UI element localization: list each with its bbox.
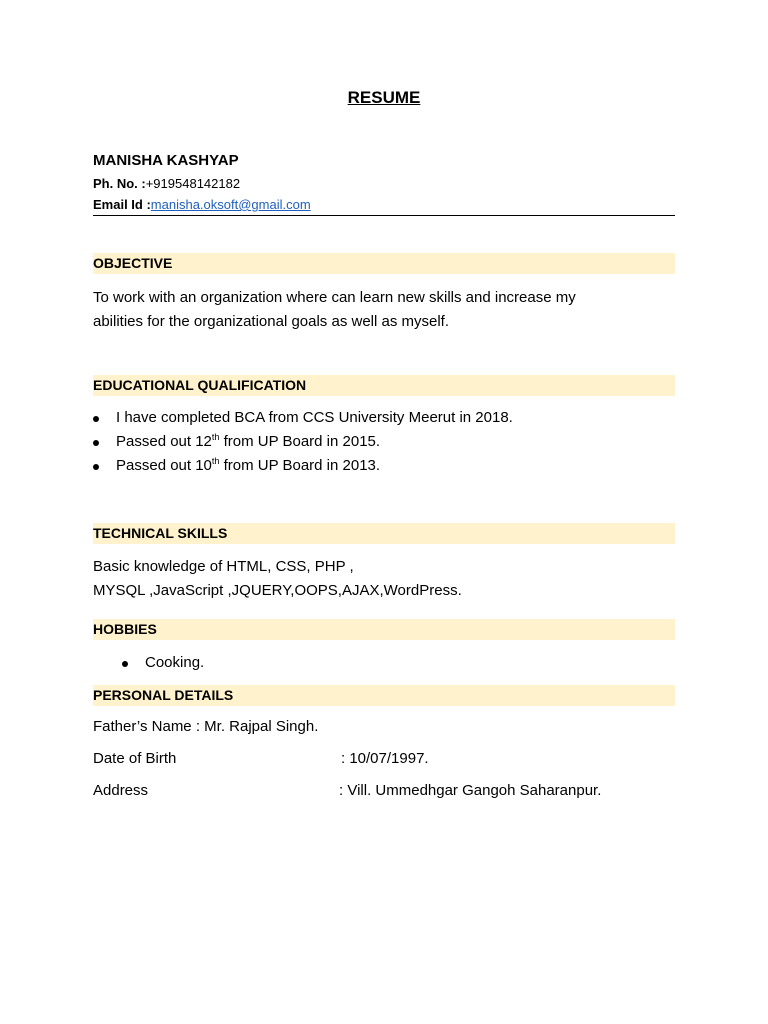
- dob-label: Date of Birth: [93, 750, 177, 767]
- education-item-3-text: Passed out 10: [116, 457, 212, 474]
- skills-line-1: Basic knowledge of HTML, CSS, PHP ,: [93, 558, 354, 575]
- dob-value: : 10/07/1997.: [341, 750, 429, 767]
- list-item: [93, 406, 513, 430]
- resume-title: RESUME: [347, 88, 421, 107]
- hobbies-heading: HOBBIES: [93, 619, 675, 640]
- skills-heading: TECHNICAL SKILLS: [93, 523, 675, 544]
- objective-text: [93, 286, 576, 334]
- education-item-2-rest: from UP Board in 2015.: [219, 433, 381, 450]
- objective-line-1: To work with an organization where can learn new skills and increase my: [93, 289, 576, 306]
- hobbies-list: [122, 651, 204, 675]
- address-label: Address: [93, 782, 149, 799]
- hobby-item-1: Cooking.: [145, 654, 205, 671]
- education-item-3-rest: from UP Board in 2013.: [219, 457, 381, 474]
- list-item: [93, 430, 513, 454]
- skills-line-2: MYSQL ,JavaScript ,JQUERY,OOPS,AJAX,WordPress.: [93, 582, 462, 599]
- education-heading: EDUCATIONAL QUALIFICATION: [93, 375, 675, 396]
- ordinal-suffix: th: [211, 432, 220, 442]
- education-item-2-text: Passed out 12: [116, 433, 212, 450]
- email-link[interactable]: manisha.oksoft@gmail.com: [150, 197, 311, 212]
- ordinal-suffix: th: [211, 456, 220, 466]
- phone-label: Ph. No. :: [93, 176, 146, 191]
- list-item: [93, 454, 513, 478]
- header-divider: [93, 215, 675, 216]
- education-item-1: I have completed BCA from CCS University Meerut in 2018.: [116, 409, 513, 426]
- candidate-name: MANISHA KASHYAP: [93, 152, 239, 169]
- email-line: [93, 197, 311, 212]
- dob-row: [93, 750, 675, 767]
- address-value: : Vill. Ummedhgar Gangoh Saharanpur.: [339, 782, 602, 799]
- phone-number: +919548142182: [145, 176, 241, 191]
- education-list: [93, 406, 513, 478]
- phone-line: [93, 176, 240, 191]
- personal-heading: PERSONAL DETAILS: [93, 685, 675, 706]
- father-name-value: : Mr. Rajpal Singh.: [191, 718, 319, 735]
- objective-line-2: abilities for the organizational goals as well as myself.: [93, 313, 450, 330]
- skills-text: [93, 555, 462, 603]
- father-name-row: [93, 718, 318, 735]
- email-label: Email Id :: [93, 197, 151, 212]
- address-row: [93, 782, 675, 799]
- objective-heading: OBJECTIVE: [93, 253, 675, 274]
- list-item: [122, 651, 204, 675]
- father-name-label: Father’s Name: [93, 718, 192, 735]
